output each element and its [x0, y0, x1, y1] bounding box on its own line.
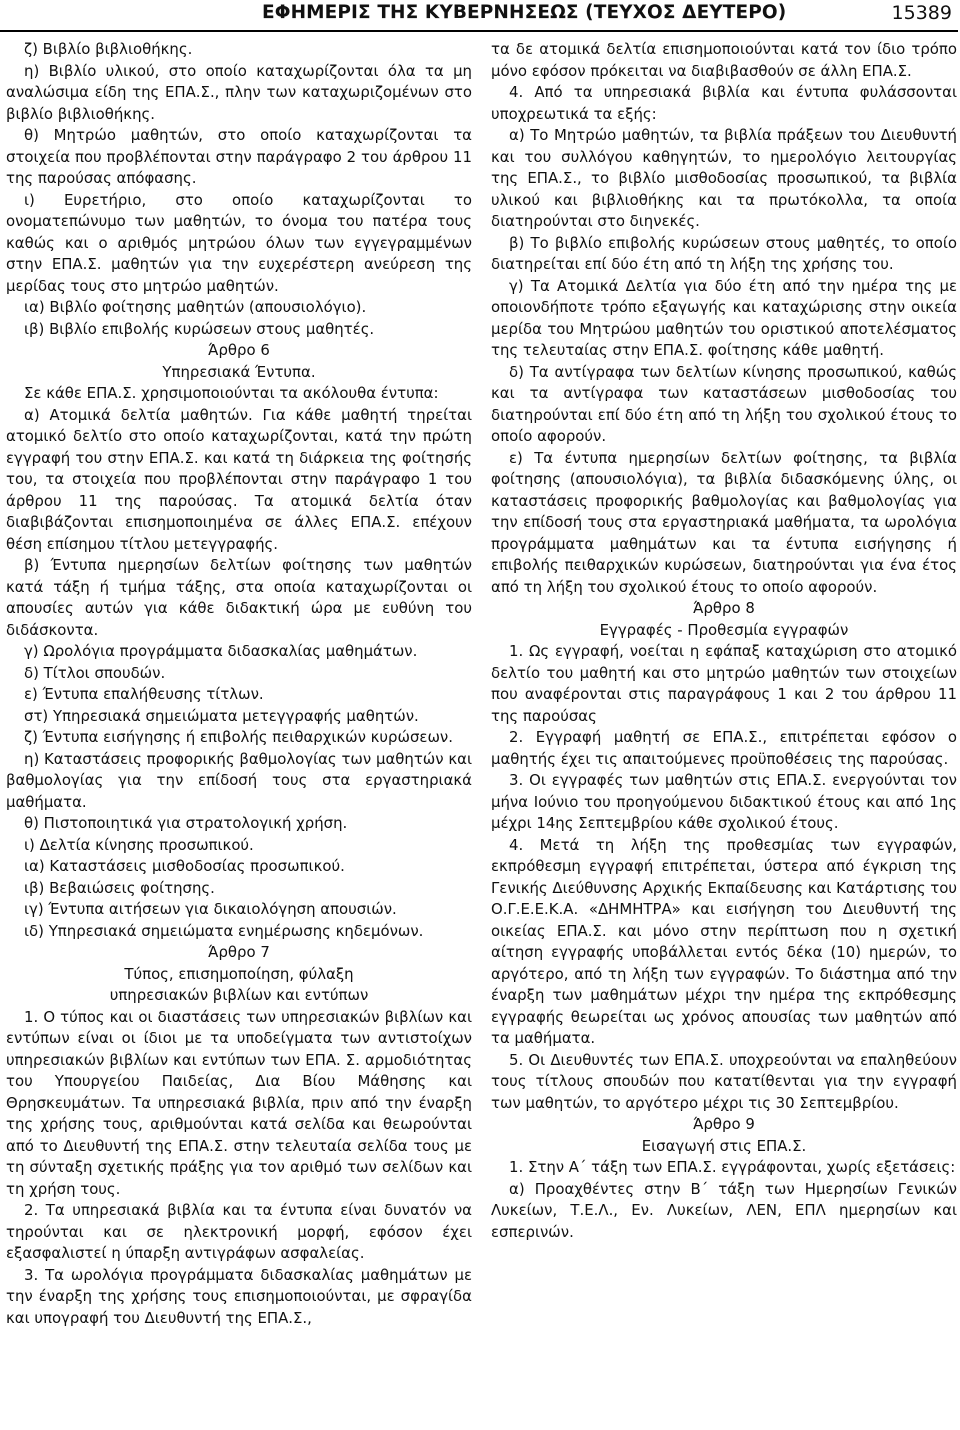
- item-i: η) Βιβλίο υλικού, στο οποίο καταχωρίζονται όλα τα μη αναλώσιμα είδη της ΕΠΑ.Σ., πλην των καταχωριζομένων στο βιβλίο βιβλιοθήκης.: [6, 61, 472, 123]
- paragraph: 5. Οι Διευθυντές των ΕΠΑ.Σ. υποχρεούνται να επαληθεύουν τους τίτλους σπουδών που κατατίθενται για την εγγραφή των μαθητών, το αργότερο μέχρι τις 30 Σεπτεμβρίου.: [491, 1050, 957, 1112]
- list-item: ια) Καταστάσεις μισθοδοσίας προσωπικού.: [24, 857, 345, 875]
- article-9-title: Εισαγωγή στις ΕΠΑ.Σ.: [641, 1136, 807, 1155]
- list-item: δ) Τίτλοι σπουδών.: [24, 663, 166, 682]
- left-column: [6, 39, 472, 1427]
- paragraph: β) Το βιβλίο επιβολής κυρώσεων στους μαθητές, το οποίο διατηρείται επί δύο έτη από τη λήξη της χρήσης του.: [491, 233, 957, 273]
- paragraph: 1. Ως εγγραφή, νοείται η εφάπαξ καταχώριση στο ατομικό δελτίο του μαθητή και στο μητρώο μαθητών των στοιχείων που αναφέρονται στις παραγράφους 1 και 2 του άρθρου 11 της παρούσας: [491, 642, 957, 725]
- gazette-title: ΕΦΗΜΕΡΙΣ ΤΗΣ ΚΥΒΕΡΝΗΣΕΩΣ (ΤΕΥΧΟΣ ΔΕΥΤΕΡΟ): [262, 2, 787, 23]
- paragraph: α) Ατομικά δελτία μαθητών. Για κάθε μαθητή τηρείται ατομικό δελτίο στο οποίο καταχωρίζονται, κατά την πρώτη εγγραφή του στην ΕΠΑ.Σ. και κατά τη διάρκεια της φοίτησής του, τα στοιχεία που προβλέπονται στην παράγραφο 1 του άρθρου 11 της παρούσας. Τα ατομικά δελτία όταν διαβιβάζονται επισημοποιημένα σε άλλες ΕΠΑ.Σ. επέχουν θέση επίσημου τίτλου μετεγγραφής.: [6, 405, 472, 553]
- item-ib: ιβ) Βιβλίο επιβολής κυρώσεων στους μαθητές.: [24, 319, 375, 338]
- paragraph: 3. Οι εγγραφές των μαθητών στις ΕΠΑ.Σ. ενεργούνται τον μήνα Ιούνιο του προηγούμενου διδακτικού έτους και από 1ης μέχρι 14ης Σεπτεμβρίου κάθε σχολικού έτους.: [491, 771, 957, 832]
- paragraph: 2. Εγγραφή μαθητή σε ΕΠΑ.Σ., επιτρέπεται εφόσον ο μαθητής έχει τις απαιτούμενες προϋποθέσεις της παρούσας.: [491, 728, 957, 768]
- list-item: ιβ) Βεβαιώσεις φοίτησης.: [24, 878, 215, 897]
- paragraph: 3. Τα ωρολόγια προγράμματα διδασκαλίας μαθημάτων με την έναρξη της χρήσης τους επισημοποιούνται, με σφραγίδα και υπογραφή του Διευθυντή της ΕΠΑ.Σ.,: [6, 1265, 472, 1327]
- paragraph: γ) Τα Ατομικά Δελτία για δύο έτη από την ημέρα της με οποιονδήποτε τρόπο εξαγωγής και καταχώρισης στην οικεία μερίδα του Μητρώου μαθητών του οριστικού αποτελέσματος της τελευταίας στην ΕΠΑ.Σ. φοίτησης κάθε μαθητή.: [491, 276, 957, 359]
- list-item: ιδ) Υπηρεσιακά σημειώματα ενημέρωσης κηδεμόνων.: [24, 921, 424, 940]
- paragraph: δ) Τα αντίγραφα των δελτίων κίνησης προσωπικού, καθώς και τα αντίγραφα των καταστάσεων μισθοδοσίας του διατηρούνται επί δύο έτη από τη λήξη του σχολικού έτους το οποίο αφορούν.: [491, 362, 957, 445]
- paragraph: Σε κάθε ΕΠΑ.Σ. χρησιμοποιούνται τα ακόλουθα έντυπα:: [24, 384, 439, 402]
- article-8-heading: Άρθρο 8: [693, 599, 755, 617]
- page-header: [0, 0, 960, 36]
- article-9-heading: Άρθρο 9: [693, 1115, 755, 1133]
- paragraph: 4. Από τα υπηρεσιακά βιβλία και έντυπα φυλάσσονται υποχρεωτικά τα εξής:: [491, 83, 957, 123]
- list-item: ιγ) Έντυπα αιτήσεων για δικαιολόγηση απουσιών.: [24, 900, 397, 918]
- paragraph: 1. Ο τύπος και οι διαστάσεις των υπηρεσιακών βιβλίων και εντύπων είναι οι ίδιοι με τα υποδείγματα των αντιστοίχων υπηρεσιακών βιβλίων και εντύπων των ΕΠΑ. Σ. αρμοδιότητας του Υπουργείου Παιδείας, Δια Βίου Μάθησης και Θρησκευμάτων. Τα υπηρεσιακά βιβλία, πριν από την έναρξη της χρήσης τους, αριθμούνται κατά σελίδα και θεωρούνται από το Διευθυντή της ΕΠΑ.Σ. στην τελευταία σελίδα τους με τη σύνταξη σχετικής πράξης για τον αριθμό των σελίδων και τη χρήση τους.: [6, 1007, 472, 1198]
- paragraph: ε) Τα έντυπα ημερησίων δελτίων φοίτησης, τα βιβλία φοίτησης (απουσιολόγια), τα βιβλία διδασκόμενης ύλης, οι καταστάσεις προφορικής βαθμολογίας και βαθμολογίας για την επίδοσή τους στα εργαστηριακά μαθήματα, τα ωρολόγια προγράμματα μαθημάτων και τα έντυπα εισήγησης ή επιβολής πειθαρχικών κυρώσεων, διατηρούνται για ένα έτος από τη λήξη του σχολικού έτους το οποίο αφορούν.: [491, 448, 957, 596]
- item-iota: ι) Ευρετήριο, στο οποίο καταχωρίζονται το ονοματεπώνυμο των μαθητών, το όνομα του πατέρα τους καθώς και ο αριθμός μητρώου όλων των εγγεγραμμένων στην ΕΠΑ.Σ. μαθητών για την ευχερέστερη ανεύρεση της μερίδας τους στο μητρώο μαθητών.: [6, 190, 472, 295]
- article-6-title: Υπηρεσιακά Έντυπα.: [162, 362, 316, 381]
- article-7-heading: Άρθρο 7: [208, 943, 270, 961]
- header-rule: [0, 30, 958, 32]
- paragraph: β) Έντυπα ημερησίων δελτίων φοίτησης των μαθητών κατά τάξη ή τμήμα τάξης, στα οποία καταχωρίζονται οι απουσίες αυτών για κάθε διδακτική ώρα με ευθύνη του διδάσκοντα.: [6, 556, 472, 639]
- paragraph: α) Προαχθέντες στην Β΄ τάξη των Ημερησίων Γενικών Λυκείων, Τ.Ε.Λ., Εν. Λυκείων, ΛΕΝ, ΕΠΛ ημερησίων και εσπερινών.: [491, 1179, 957, 1241]
- paragraph: α) Το Μητρώο μαθητών, τα βιβλία πράξεων του Διευθυντή και του συλλόγου καθηγητών, το ημερολόγιο λειτουργίας της ΕΠΑ.Σ., το βιβλίο μισθοδοσίας προσωπικού, τα βιβλία υλικού και βιβλιοθήκης και τα πρωτόκολλα, τα οποία διατηρούνται στο διηνεκές.: [491, 126, 957, 230]
- list-item: στ) Υπηρεσιακά σημειώματα μετεγγραφής μαθητών.: [24, 706, 419, 725]
- paragraph-continued: τα δε ατομικά δελτία επισημοποιούνται κατά τον ίδιο τρόπο μόνο εφόσον πρόκειται να διαβιβασθούν σε άλλη ΕΠΑ.Σ.: [491, 40, 957, 80]
- item-ia: ια) Βιβλίο φοίτησης μαθητών (απουσιολόγιο).: [24, 298, 367, 316]
- right-column: [491, 39, 957, 1427]
- article-8-title: Εγγραφές - Προθεσμία εγγραφών: [599, 620, 849, 639]
- article-6-heading: Άρθρο 6: [208, 341, 270, 359]
- paragraph: 2. Τα υπηρεσιακά βιβλία και τα έντυπα είναι δυνατόν να τηρούνται και σε ηλεκτρονική μορφή, εφόσον έχει εξασφαλιστεί η ύπαρξη αντιγράφων ασφαλείας.: [6, 1201, 472, 1262]
- list-item: η) Καταστάσεις προφορικής βαθμολογίας των μαθητών και βαθμολογίας για την επίδοσή τους στα εργαστηριακά μαθήματα.: [6, 749, 472, 811]
- item-z: ζ) Βιβλίο βιβλιοθήκης.: [24, 40, 193, 58]
- list-item: θ) Πιστοποιητικά για στρατολογική χρήση.: [24, 814, 348, 832]
- list-item: γ) Ωρολόγια προγράμματα διδασκαλίας μαθημάτων.: [24, 642, 418, 660]
- page-number: 15389: [891, 2, 952, 24]
- list-item: ε) Έντυπα επαλήθευσης τίτλων.: [24, 685, 264, 703]
- item-th: θ) Μητρώο μαθητών, στο οποίο καταχωρίζονται τα στοιχεία που προβλέπονται στην παράγραφο 2 του άρθρου 11 της παρούσας απόφασης.: [6, 126, 472, 187]
- article-7-title-line-1: Τύπος, επισημοποίηση, φύλαξη: [124, 964, 354, 983]
- list-item: ζ) Έντυπα εισήγησης ή επιβολής πειθαρχικών κυρώσεων.: [24, 728, 453, 746]
- article-7-title-line-2: υπηρεσιακών βιβλίων και εντύπων: [109, 986, 369, 1004]
- paragraph: 4. Μετά τη λήξη της προθεσμίας των εγγραφών, εκπρόθεσμη εγγραφή επιτρέπεται, ύστερα από έγκριση της Γενικής Διεύθυνσης Αρχικής Εκπαίδευσης και Κατάρτισης του Ο.Γ.Ε.Ε.Κ.Α. «ΔΗΜΗΤΡΑ» και εισήγηση του Διευθυντή της οικείας ΕΠΑ.Σ. και μόνο στην περίπτωση που η σχετική αίτηση εγγραφής υποβάλλεται εντός δέκα (10) ημερών, το αργότερο, από τη λήξη των εγγραφών. Το διάστημα από την έναρξη των μαθημάτων μέχρι την ημέρα της εκπρόθεσμης εγγραφής θεωρείται ως χρόνος απουσίας των μαθητών από τα μαθήματα.: [491, 835, 957, 1047]
- paragraph: 1. Στην Α΄ τάξη των ΕΠΑ.Σ. εγγράφονται, χωρίς εξετάσεις:: [509, 1158, 956, 1176]
- list-item: ι) Δελτία κίνησης προσωπικού.: [24, 835, 254, 854]
